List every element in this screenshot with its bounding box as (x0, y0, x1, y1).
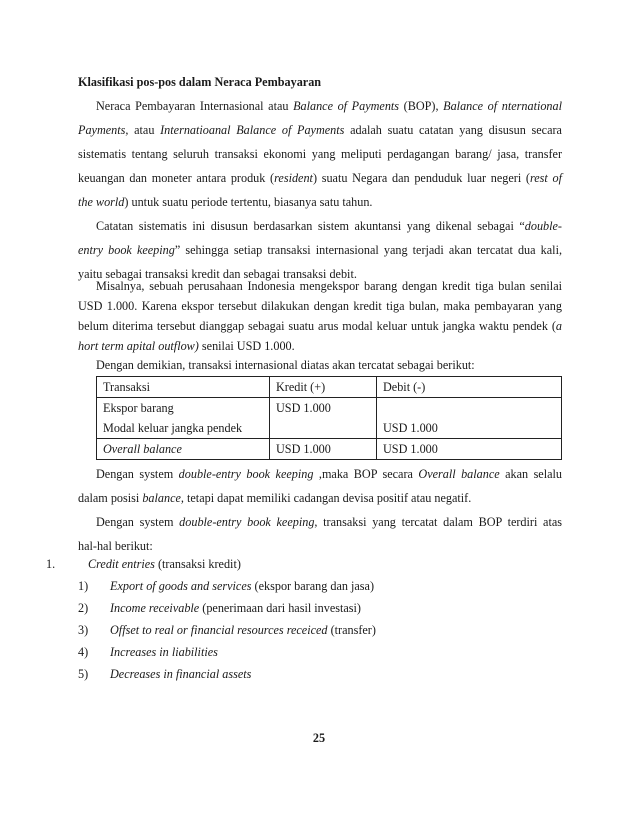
paragraph-5-line-1 (96, 466, 562, 482)
text: , transaksi yang tercatat dalam BOP terdiri atas (314, 515, 562, 529)
text-italic: Balance of nternational (443, 99, 563, 113)
text: (transfer) (327, 623, 376, 637)
table-cell (270, 398, 377, 439)
table-cell-text: Modal keluar jangka pendek (103, 421, 243, 435)
table-cell-text: Overall balance (103, 442, 182, 456)
text-italic: Internatioanal Balance of Payments (160, 123, 345, 137)
page-number: 25 (312, 731, 326, 745)
table-cell (97, 398, 270, 439)
text-italic: Export of goods and services (110, 579, 252, 593)
text: Neraca Pembayaran Internasional atau (96, 99, 294, 113)
text-italic: Income receivable (110, 601, 200, 615)
text: atau (128, 123, 161, 137)
table-row (97, 398, 562, 439)
table-header-row (97, 377, 562, 398)
text: akan selalu (499, 467, 562, 481)
paragraph-6-line-2: hal-hal berikut: (78, 539, 153, 553)
text: ,maka BOP secara (313, 467, 419, 481)
text: (transaksi kredit) (154, 557, 241, 571)
text: ” sehingga setiap transaksi internasional yang terjadi akan tercatat dua kali, (174, 243, 562, 257)
table-cell (97, 439, 270, 460)
paragraph-1-line-3: sistematis tentang seluruh transaksi ekonomi yang meliputi perdagangan barang/ jasa, transfer (78, 147, 562, 161)
paragraph-3-line-3 (78, 318, 562, 334)
text: Catatan sistematis ini disusun berdasarkan sistem akuntansi yang dikenal sebagai “ (96, 219, 525, 233)
paragraph-1-line-1 (96, 98, 562, 114)
list-item-number: 2) (78, 601, 89, 615)
text-italic: Overall balance (418, 467, 500, 481)
paragraph-2-line-3: yaitu sebagai transaksi kredit dan sebagai transaksi debit. (78, 267, 357, 281)
text: (BOP), (399, 99, 444, 113)
text-italic: hort term apital outflow) (78, 339, 199, 353)
text-italic: resident (274, 171, 313, 185)
list-item-number: 5) (78, 667, 89, 681)
text: senilai USD 1.000. (198, 339, 295, 353)
list-item (110, 666, 251, 682)
text-italic: entry book keeping (78, 243, 175, 257)
table-header-cell: Transaksi (97, 377, 270, 398)
text-italic: a (555, 319, 562, 333)
list-item-number: 3) (78, 623, 89, 637)
text-italic: the world (78, 195, 125, 209)
text-italic: double-entry book keeping (178, 467, 314, 481)
table-cell: USD 1.000 (377, 439, 562, 460)
paragraph-4: Dengan demikian, transaksi internasional diatas akan tercatat sebagai berikut: (96, 358, 475, 372)
text: (penerimaan dari hasil investasi) (199, 601, 361, 615)
text: keuangan dan moneter antara produk ( (78, 171, 275, 185)
paragraph-1-line-5 (78, 194, 372, 210)
text-italic: balance, (142, 491, 184, 505)
text-italic: Payments, (78, 123, 129, 137)
paragraph-3-line-1: Misalnya, sebuah perusahaan Indonesia mengekspor barang dengan kredit tiga bulan senilai (96, 279, 562, 293)
text-italic: Decreases in financial assets (110, 667, 252, 681)
text: dalam posisi (78, 491, 143, 505)
list-title (88, 556, 241, 572)
list-item-number: 4) (78, 645, 89, 659)
text: (ekspor barang dan jasa) (251, 579, 374, 593)
paragraph-3-line-4 (78, 338, 295, 354)
table-row (97, 439, 562, 460)
paragraph-1-line-4 (78, 170, 562, 186)
text: Dengan system (96, 467, 179, 481)
table-cell-text (276, 418, 370, 438)
text-italic: double- (524, 219, 562, 233)
text: tetapi dapat memiliki cadangan devisa positif atau negatif. (183, 491, 472, 505)
text-italic: rest of (529, 171, 563, 185)
paragraph-6-line-1 (96, 514, 562, 530)
list-item-number: 1) (78, 579, 89, 593)
table-cell-text: USD 1.000 (383, 421, 438, 435)
transaction-table (96, 376, 562, 460)
paragraph-5-line-2 (78, 490, 471, 506)
text: ) untuk suatu periode tertentu, biasanya satu tahun. (124, 195, 373, 209)
text-italic: Increases in liabilities (110, 645, 218, 659)
table-cell-text (383, 398, 555, 418)
paragraph-2-line-1 (96, 218, 562, 234)
table-cell-text: Ekspor barang (103, 401, 174, 415)
text-italic: Balance of Payments (293, 99, 400, 113)
table-header-cell: Debit (-) (377, 377, 562, 398)
paragraph-2-line-2 (78, 242, 562, 258)
paragraph-1-line-2 (78, 122, 562, 138)
text: ) suatu Negara dan penduduk luar negeri ( (312, 171, 530, 185)
table-cell-text: USD 1.000 (276, 401, 331, 415)
text: Dengan system (96, 515, 180, 529)
list-item (110, 622, 376, 638)
table-cell: USD 1.000 (270, 439, 377, 460)
table-header-cell: Kredit (+) (270, 377, 377, 398)
text-italic: double-entry book keeping (179, 515, 315, 529)
list-item (110, 644, 218, 660)
text: adalah suatu catatan yang disusun secara (344, 123, 562, 137)
section-heading: Klasifikasi pos-pos dalam Neraca Pembayaran (78, 75, 322, 89)
list-number: 1. (46, 557, 56, 571)
paragraph-3-line-2: USD 1.000. Karena ekspor tersebut dilakukan dengan kredit tiga bulan, maka pembayaran yang (78, 299, 562, 313)
text-italic: Offset to real or financial resources receiced (110, 623, 328, 637)
list-item (110, 578, 374, 594)
table-cell (377, 398, 562, 439)
list-item (110, 600, 361, 616)
text-italic: Credit entries (88, 557, 155, 571)
text: belum diterima tersebut dianggap sebagai suatu arus modal keluar untuk jangka waktu pendek ( (78, 319, 556, 333)
